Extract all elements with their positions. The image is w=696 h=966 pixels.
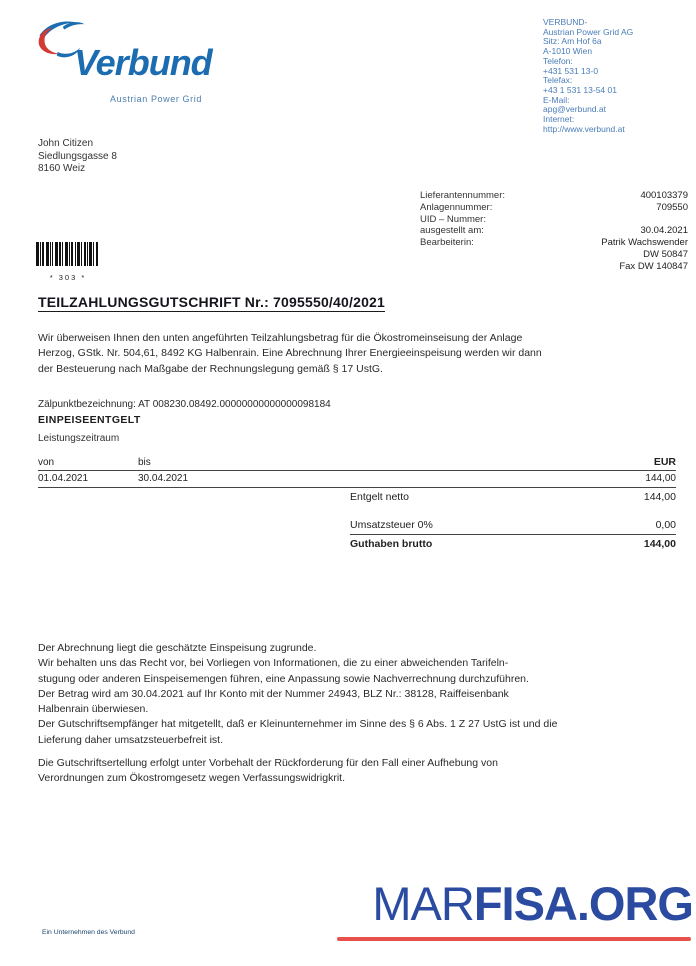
- meta-row-dw: [420, 249, 688, 261]
- terms-line: Wir behalten uns das Recht vor, bei Vorliegen von Informationen, die zu einer abweichenden Tarifeln-: [38, 657, 509, 670]
- intro-line: der Besteuerung nach Maßgabe der Rechnungslegung gemäß § 17 UstG.: [38, 362, 383, 375]
- document-meta: [420, 190, 688, 273]
- amounts-summary: [350, 489, 676, 551]
- terms-line: Der Abrechnung liegt die geschätzte Einspeisung zugrunde.: [38, 642, 317, 654]
- meta-row-fax-dw: [420, 261, 688, 273]
- period-to: 30.04.2021: [138, 473, 189, 484]
- meta-row-ausgestellt: [420, 225, 688, 237]
- meta-value: 30.04.2021: [640, 225, 688, 237]
- summary-label: Guthaben brutto: [350, 538, 433, 550]
- closing-paragraph: [38, 756, 666, 787]
- document-title: TEILZAHLUNGSGUTSCHRIFT Nr.: 7095550/40/2021: [38, 294, 386, 310]
- summary-value: 144,00: [643, 491, 676, 503]
- recipient-city: 8160 Weiz: [38, 163, 86, 174]
- watermark-underline: [337, 937, 691, 941]
- company-line: Internet:: [543, 114, 575, 125]
- company-line: Austrian Power Grid AG: [543, 26, 634, 37]
- barcode-label: * 303 *: [49, 273, 87, 282]
- company-line: +43 1 531 13-54 01: [543, 84, 617, 95]
- watermark-text-light: MAR: [372, 877, 474, 930]
- meta-row-anlagennummer: [420, 202, 688, 214]
- company-line: Telefax:: [543, 75, 573, 86]
- company-line: VERBUND-: [543, 17, 588, 27]
- meta-value: 709550: [656, 201, 688, 213]
- verbund-logo: [34, 12, 234, 112]
- company-line: Sitz: Am Hof 6a: [543, 36, 602, 47]
- closing-line: Verordnungen zum Ökostromgesetz wegen Verfassungswidrigkrit.: [38, 772, 345, 785]
- meta-value: Patrik Wachswender: [601, 237, 688, 249]
- meta-label: Lieferantennummer:: [420, 190, 506, 201]
- terms-paragraph: [38, 641, 666, 748]
- meta-value: DW 50847: [643, 248, 688, 260]
- verbund-logo-text: Verbund: [74, 42, 212, 83]
- column-header-eur: EUR: [653, 456, 676, 468]
- summary-label: Umsatzsteuer 0%: [350, 519, 433, 531]
- company-website: http://www.verbund.at: [543, 123, 625, 134]
- meta-value: Fax DW 140847: [619, 260, 688, 272]
- meta-label: ausgestellt am:: [420, 225, 484, 237]
- watermark-text-bold: FISA: [473, 877, 577, 930]
- amounts-table: [38, 456, 676, 551]
- service-period-label: Leistungszeitraum: [38, 433, 120, 444]
- summary-row-netto: [350, 489, 676, 504]
- meta-label: UID – Nummer:: [420, 213, 486, 225]
- meta-row-uid: [420, 214, 688, 226]
- intro-line: Wir überweisen Ihnen den unten angeführten Teilzahlungsbetrag für die Ökostromeinseisung der Anlage: [38, 332, 523, 344]
- closing-line: Die Gutschriftsertellung erfolgt unter Vorbehalt der Rückforderung für den Fall einer Aufhebung von: [38, 757, 498, 769]
- company-email: apg@verbund.at: [543, 104, 606, 115]
- meta-label: Anlagennummer:: [420, 201, 493, 213]
- column-header-bis: bis: [138, 457, 151, 468]
- table-row: [38, 471, 676, 488]
- feed-in-heading: EINPEISEENTGELT: [38, 414, 141, 426]
- meta-row-lieferantennummer: [420, 190, 688, 202]
- meta-label: Bearbeiterin:: [420, 237, 474, 249]
- summary-row-brutto: [350, 535, 676, 551]
- company-contact-block: [543, 18, 691, 134]
- column-header-von: von: [38, 457, 55, 468]
- terms-line: Der Betrag wird am 30.04.2021 auf Ihr Konto mit der Nummer 24943, BLZ Nr.: 38128, Raiffeisenbank: [38, 687, 509, 700]
- summary-value: 144,00: [643, 538, 676, 550]
- meta-row-bearbeiterin: [420, 237, 688, 249]
- company-line: A-1010 Wien: [543, 46, 593, 57]
- intro-line: Herzog, GStk. Nr. 504,61, 8492 KG Halbenrain. Eine Abrechnung Ihrer Energieeinspeisung werden wir dann: [38, 347, 542, 360]
- company-line: Telefon:: [543, 55, 573, 66]
- verbund-logo-subtitle: Austrian Power Grid: [110, 94, 202, 104]
- metering-point-line: [38, 399, 331, 410]
- summary-row-umsatzsteuer: [350, 517, 676, 535]
- period-from: 01.04.2021: [38, 473, 89, 484]
- company-line: E-Mail:: [543, 94, 570, 105]
- barcode-image: [36, 242, 100, 267]
- watermark-text-tld: .ORG: [576, 877, 693, 930]
- metering-point-label: Zälpunktbezeichnung:: [38, 399, 136, 410]
- period-amount: 144,00: [645, 473, 676, 484]
- barcode: [36, 242, 100, 282]
- terms-line: Der Gutschriftsempfänger hat mitgetellt, daß er Kleinunternehmer im Sinne des § 6 Abs. 1 Z 27 UstG ist und die: [38, 718, 558, 731]
- terms-line: Lieferung daher umsatzsteuerbefreit ist.: [38, 733, 224, 746]
- company-line: +431 531 13-0: [543, 65, 599, 76]
- summary-value: 0,00: [655, 519, 676, 531]
- intro-paragraph: [38, 331, 666, 377]
- meta-value: 400103379: [640, 190, 688, 201]
- site-watermark: [337, 877, 693, 930]
- terms-line: stugung oder anderen Einspeisemengen führen, eine Anpassung sowie Nachverrechnung durchzuführen.: [38, 672, 529, 685]
- recipient-street: Siedlungsgasse 8: [38, 150, 117, 162]
- terms-line: Halbenrain überwiesen.: [38, 703, 149, 716]
- summary-label: Entgelt netto: [350, 491, 409, 503]
- recipient-address: [38, 138, 117, 176]
- recipient-name: John Citizen: [38, 138, 94, 149]
- footer-note: Ein Unternehmen des Verbund: [42, 929, 135, 936]
- metering-point-value: AT 008230.08492.00000000000000098184: [138, 399, 331, 410]
- table-header-row: [38, 456, 676, 471]
